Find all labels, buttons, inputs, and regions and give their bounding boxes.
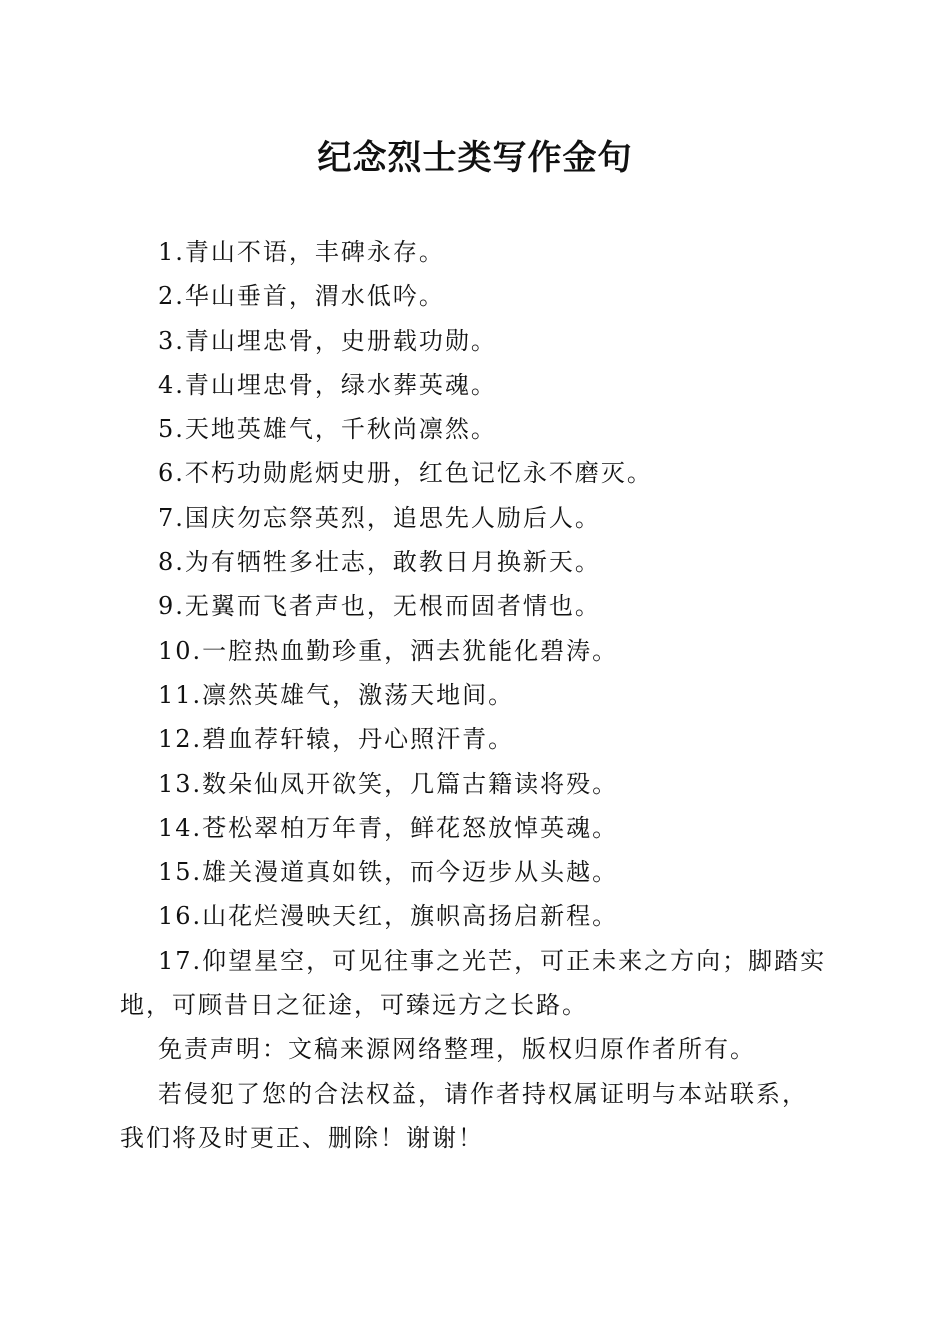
list-item: 2.华山垂首，渭水低吟。 — [158, 282, 445, 311]
list-item: 14.苍松翠柏万年青，鲜花怒放悼英魂。 — [158, 813, 619, 842]
list-item: 1.青山不语，丰碑永存。 — [158, 238, 445, 266]
list-item: 12.碧血荐轩辕，丹心照汗青。 — [158, 725, 515, 754]
copyright-notice: 若侵犯了您的合法权益，请作者持权属证明与本站联系，我们将及时更正、删除！谢谢！ — [120, 1079, 808, 1152]
list-item: 6.不朽功勋彪炳史册，红色记忆永不磨灭。 — [158, 459, 653, 488]
list-item: 13.数朵仙凤开欲笑，几篇古籍读将殁。 — [158, 769, 619, 798]
document-body — [120, 230, 830, 1160]
list-item: 3.青山埋忠骨，史册载功勋。 — [158, 326, 497, 355]
list-item: 5.天地英雄气，千秋尚凛然。 — [158, 415, 497, 444]
list-item: 11.凛然英雄气，激荡天地间。 — [158, 680, 515, 709]
list-item: 16.山花烂漫映天红，旗帜高扬启新程。 — [158, 902, 619, 931]
list-item: 10.一腔热血勤珍重，洒去犹能化碧涛。 — [158, 636, 619, 665]
list-item: 7.国庆勿忘祭英烈，追思先人励后人。 — [158, 503, 601, 532]
list-item: 17.仰望星空，可见往事之光芒，可正未来之方向；脚踏实地，可顾昔日之征途，可臻远方之长路。 — [120, 946, 827, 1020]
document-title: 纪念烈士类写作金句 — [317, 138, 633, 178]
list-item: 4.青山埋忠骨，绿水葬英魂。 — [158, 370, 497, 399]
disclaimer-text: 免责声明：文稿来源网络整理，版权归原作者所有。 — [158, 1035, 756, 1064]
list-item: 8.为有牺牲多壮志，敢教日月换新天。 — [158, 548, 601, 577]
list-item: 15.雄关漫道真如铁，而今迈步从头越。 — [158, 858, 619, 887]
list-item: 9.无翼而飞者声也，无根而固者情也。 — [158, 592, 601, 621]
